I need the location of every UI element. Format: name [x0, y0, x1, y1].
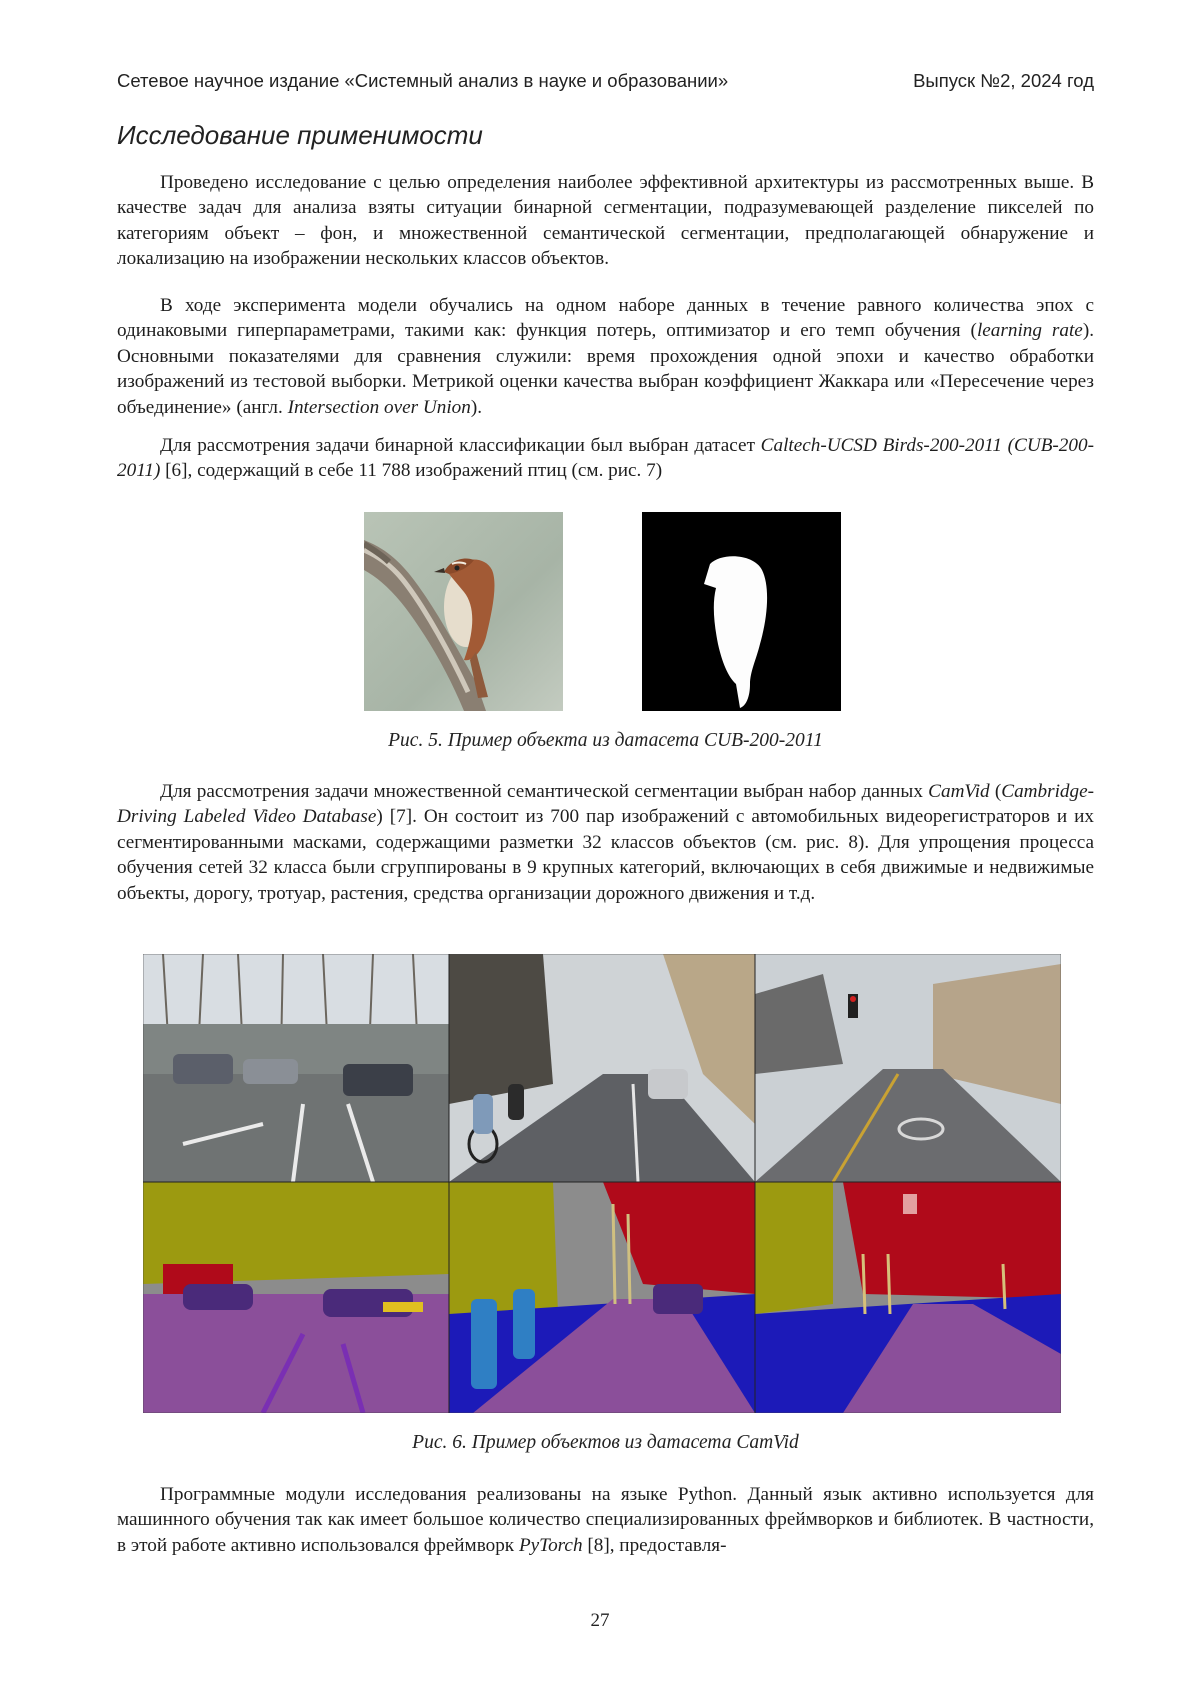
page-number: 27: [0, 1610, 1200, 1632]
p4-text-e: ) [7]. Он состоит из 700 пар изображений с автомобильных видеорегистраторов и их сегментированными масками, содержащими разметки 32 классов объектов (см. рис. 8). Для упрощения процесса обучения сетей 32 класса были сгруппированы в 9 крупных категорий, включающих в себя движимые и недвижимые объекты, дорогу, тротуар, растения, средства организации дорожного движения и т.д.: [117, 806, 1094, 903]
camvid-mask-1: [143, 1182, 449, 1413]
journal-title: Сетевое научное издание «Системный анализ в науке и образовании»: [117, 70, 728, 92]
camvid-mask-3: [755, 1182, 1061, 1413]
p5-text-a: Программные модули исследования реализованы на языке Python. Данный язык активно используется для машинного обучения так как имеет большое количество специализированных фреймворков и библиотек. В частности, в этой работе активно использовался фреймворк: [117, 1484, 1094, 1556]
paragraph-2: [117, 293, 1094, 420]
p2-term-learning-rate: learning rate: [977, 320, 1083, 341]
p4-text-c: (: [990, 781, 1002, 802]
figure-5-caption: Рис. 5. Пример объекта из датасета CUB-200-2011: [117, 730, 1094, 752]
p4-dataset-short: CamVid: [928, 781, 989, 802]
p4-dataset-full: Cambridge-Driving Labeled Video Database: [117, 781, 1094, 827]
document-page: [0, 0, 1200, 1697]
paragraph-4: [117, 779, 1094, 906]
p5-framework-name: PyTorch: [519, 1535, 583, 1556]
camvid-photo-2: [449, 954, 755, 1182]
p3-dataset-name: Caltech-UCSD Birds-200-2011 (CUB-200-2011): [117, 435, 1094, 481]
camvid-mask-2: [449, 1182, 755, 1413]
p2-text-a: В ходе эксперимента модели обучались на одном наборе данных в течение равного количества эпох с одинаковыми гиперпараметрами, такими как: функция потерь, оптимизатор и его темп обучения (: [117, 295, 1094, 341]
p2-text-e: ).: [471, 397, 482, 418]
bird-photo: [364, 512, 563, 711]
camvid-figure: [143, 954, 1061, 1413]
p3-text-a: Для рассмотрения задачи бинарной классификации был выбран датасет: [160, 435, 761, 456]
camvid-photo-1: [143, 954, 449, 1182]
section-title: Исследование применимости: [117, 120, 483, 151]
running-header: [117, 70, 1094, 100]
figure-6-caption: Рис. 6. Пример объектов из датасета CamVid: [117, 1432, 1094, 1454]
bird-mask: [642, 512, 841, 711]
p2-term-iou: Intersection over Union: [288, 397, 471, 418]
p3-text-c: [6], содержащий в себе 11 788 изображений птиц (см. рис. 7): [160, 460, 662, 481]
p4-text-a: Для рассмотрения задачи множественной семантической сегментации выбран набор данных: [160, 781, 928, 802]
paragraph-3: [117, 433, 1094, 484]
p5-text-c: [8], предоставля-: [583, 1535, 727, 1556]
issue-info: Выпуск №2, 2024 год: [913, 70, 1094, 92]
camvid-photo-3: [755, 954, 1061, 1182]
p2-text-c: ). Основными показателями для сравнения служили: время прохождения одной эпохи и качество обработки изображений из тестовой выборки. Метрикой оценки качества выбран коэффициент Жаккара или «Пересечение через объединение» (англ.: [117, 320, 1094, 417]
paragraph-5: [117, 1482, 1094, 1558]
paragraph-1: Проведено исследование с целью определения наиболее эффективной архитектуры из рассмотренных выше. В качестве задач для анализа взяты ситуации бинарной сегментации, подразумевающей разделение пикселей по категориям объект – фон, и множественной семантической сегментации, предполагающей обнаружение и локализацию на изображении нескольких классов объектов.: [117, 170, 1094, 272]
